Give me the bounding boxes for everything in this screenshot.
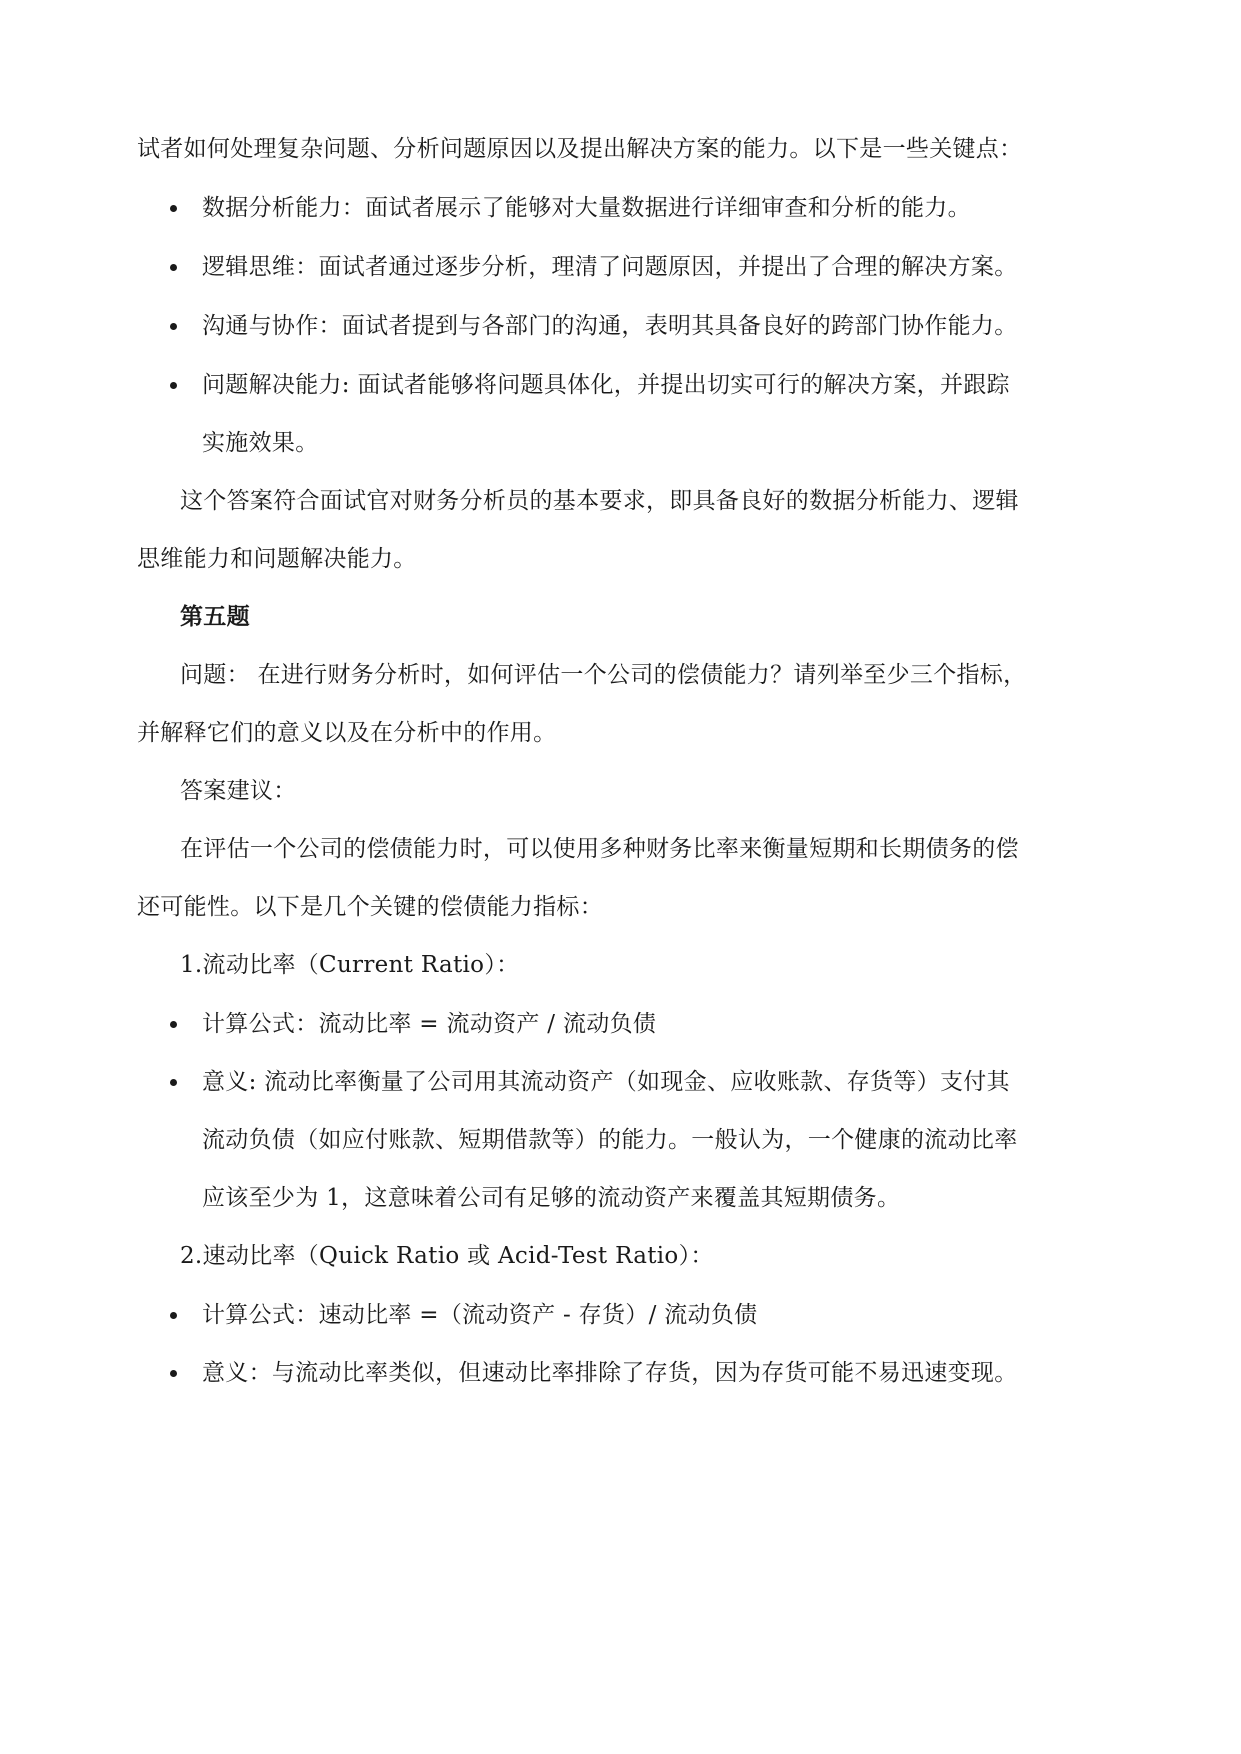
intro-continuation: 试者如何处理复杂问题、分析问题原因以及提出解决方案的能力。以下是一些关键点： <box>137 136 1023 162</box>
bullet-dot <box>170 1312 177 1319</box>
bullet-dot <box>170 1370 177 1377</box>
bullet-communication: 沟通与协作：面试者提到与各部门的沟通，表明其具备良好的跨部门协作能力。 <box>202 313 1018 339</box>
bullet-dot <box>170 382 177 389</box>
section-title: 第五题 <box>180 603 250 630</box>
bullet-dot <box>170 1079 177 1086</box>
answer-label: 答案建议： <box>180 778 297 804</box>
item2-title: 2.速动比率（Quick Ratio 或 Acid-Test Ratio）： <box>180 1243 714 1269</box>
question-line-1: 问题： 在进行财务分析时，如何评估一个公司的偿债能力？请列举至少三个指标， <box>180 662 1027 688</box>
item2-meaning: 意义：与流动比率类似，但速动比率排除了存货，因为存货可能不易迅速变现。 <box>202 1360 1018 1386</box>
item2-formula: 计算公式：速动比率 =（流动资产 - 存货）/ 流动负债 <box>202 1302 758 1328</box>
item1-meaning-line-1: 意义: 流动比率衡量了公司用其流动资产（如现金、应收账款、存货等）支付其 <box>202 1069 1010 1095</box>
summary-line-2: 思维能力和问题解决能力。 <box>137 546 417 572</box>
summary-line-1: 这个答案符合面试官对财务分析员的基本要求，即具备良好的数据分析能力、逻辑 <box>180 488 1019 514</box>
bullet-dot <box>170 264 177 271</box>
item1-formula: 计算公式：流动比率 = 流动资产 / 流动负债 <box>202 1011 657 1037</box>
item1-meaning-line-3: 应该至少为 1，这意味着公司有足够的流动资产来覆盖其短期债务。 <box>202 1185 901 1211</box>
answer-line-2: 还可能性。以下是几个关键的偿债能力指标： <box>137 894 603 920</box>
item1-title: 1.流动比率（Current Ratio）： <box>180 952 520 978</box>
bullet-problem-solving-cont: 实施效果。 <box>202 430 319 456</box>
bullet-problem-solving: 问题解决能力: 面试者能够将问题具体化，并提出切实可行的解决方案，并跟踪 <box>202 372 1010 398</box>
question-line-2: 并解释它们的意义以及在分析中的作用。 <box>137 720 557 746</box>
answer-line-1: 在评估一个公司的偿债能力时，可以使用多种财务比率来衡量短期和长期债务的偿 <box>180 836 1019 862</box>
bullet-logic: 逻辑思维：面试者通过逐步分析，理清了问题原因，并提出了合理的解决方案。 <box>202 254 1018 280</box>
item1-meaning-line-2: 流动负债（如应付账款、短期借款等）的能力。一般认为，一个健康的流动比率 <box>202 1127 1018 1153</box>
bullet-data-analysis: 数据分析能力：面试者展示了能够对大量数据进行详细审查和分析的能力。 <box>202 195 971 221</box>
bullet-dot <box>170 323 177 330</box>
bullet-dot <box>170 205 177 212</box>
bullet-dot <box>170 1021 177 1028</box>
